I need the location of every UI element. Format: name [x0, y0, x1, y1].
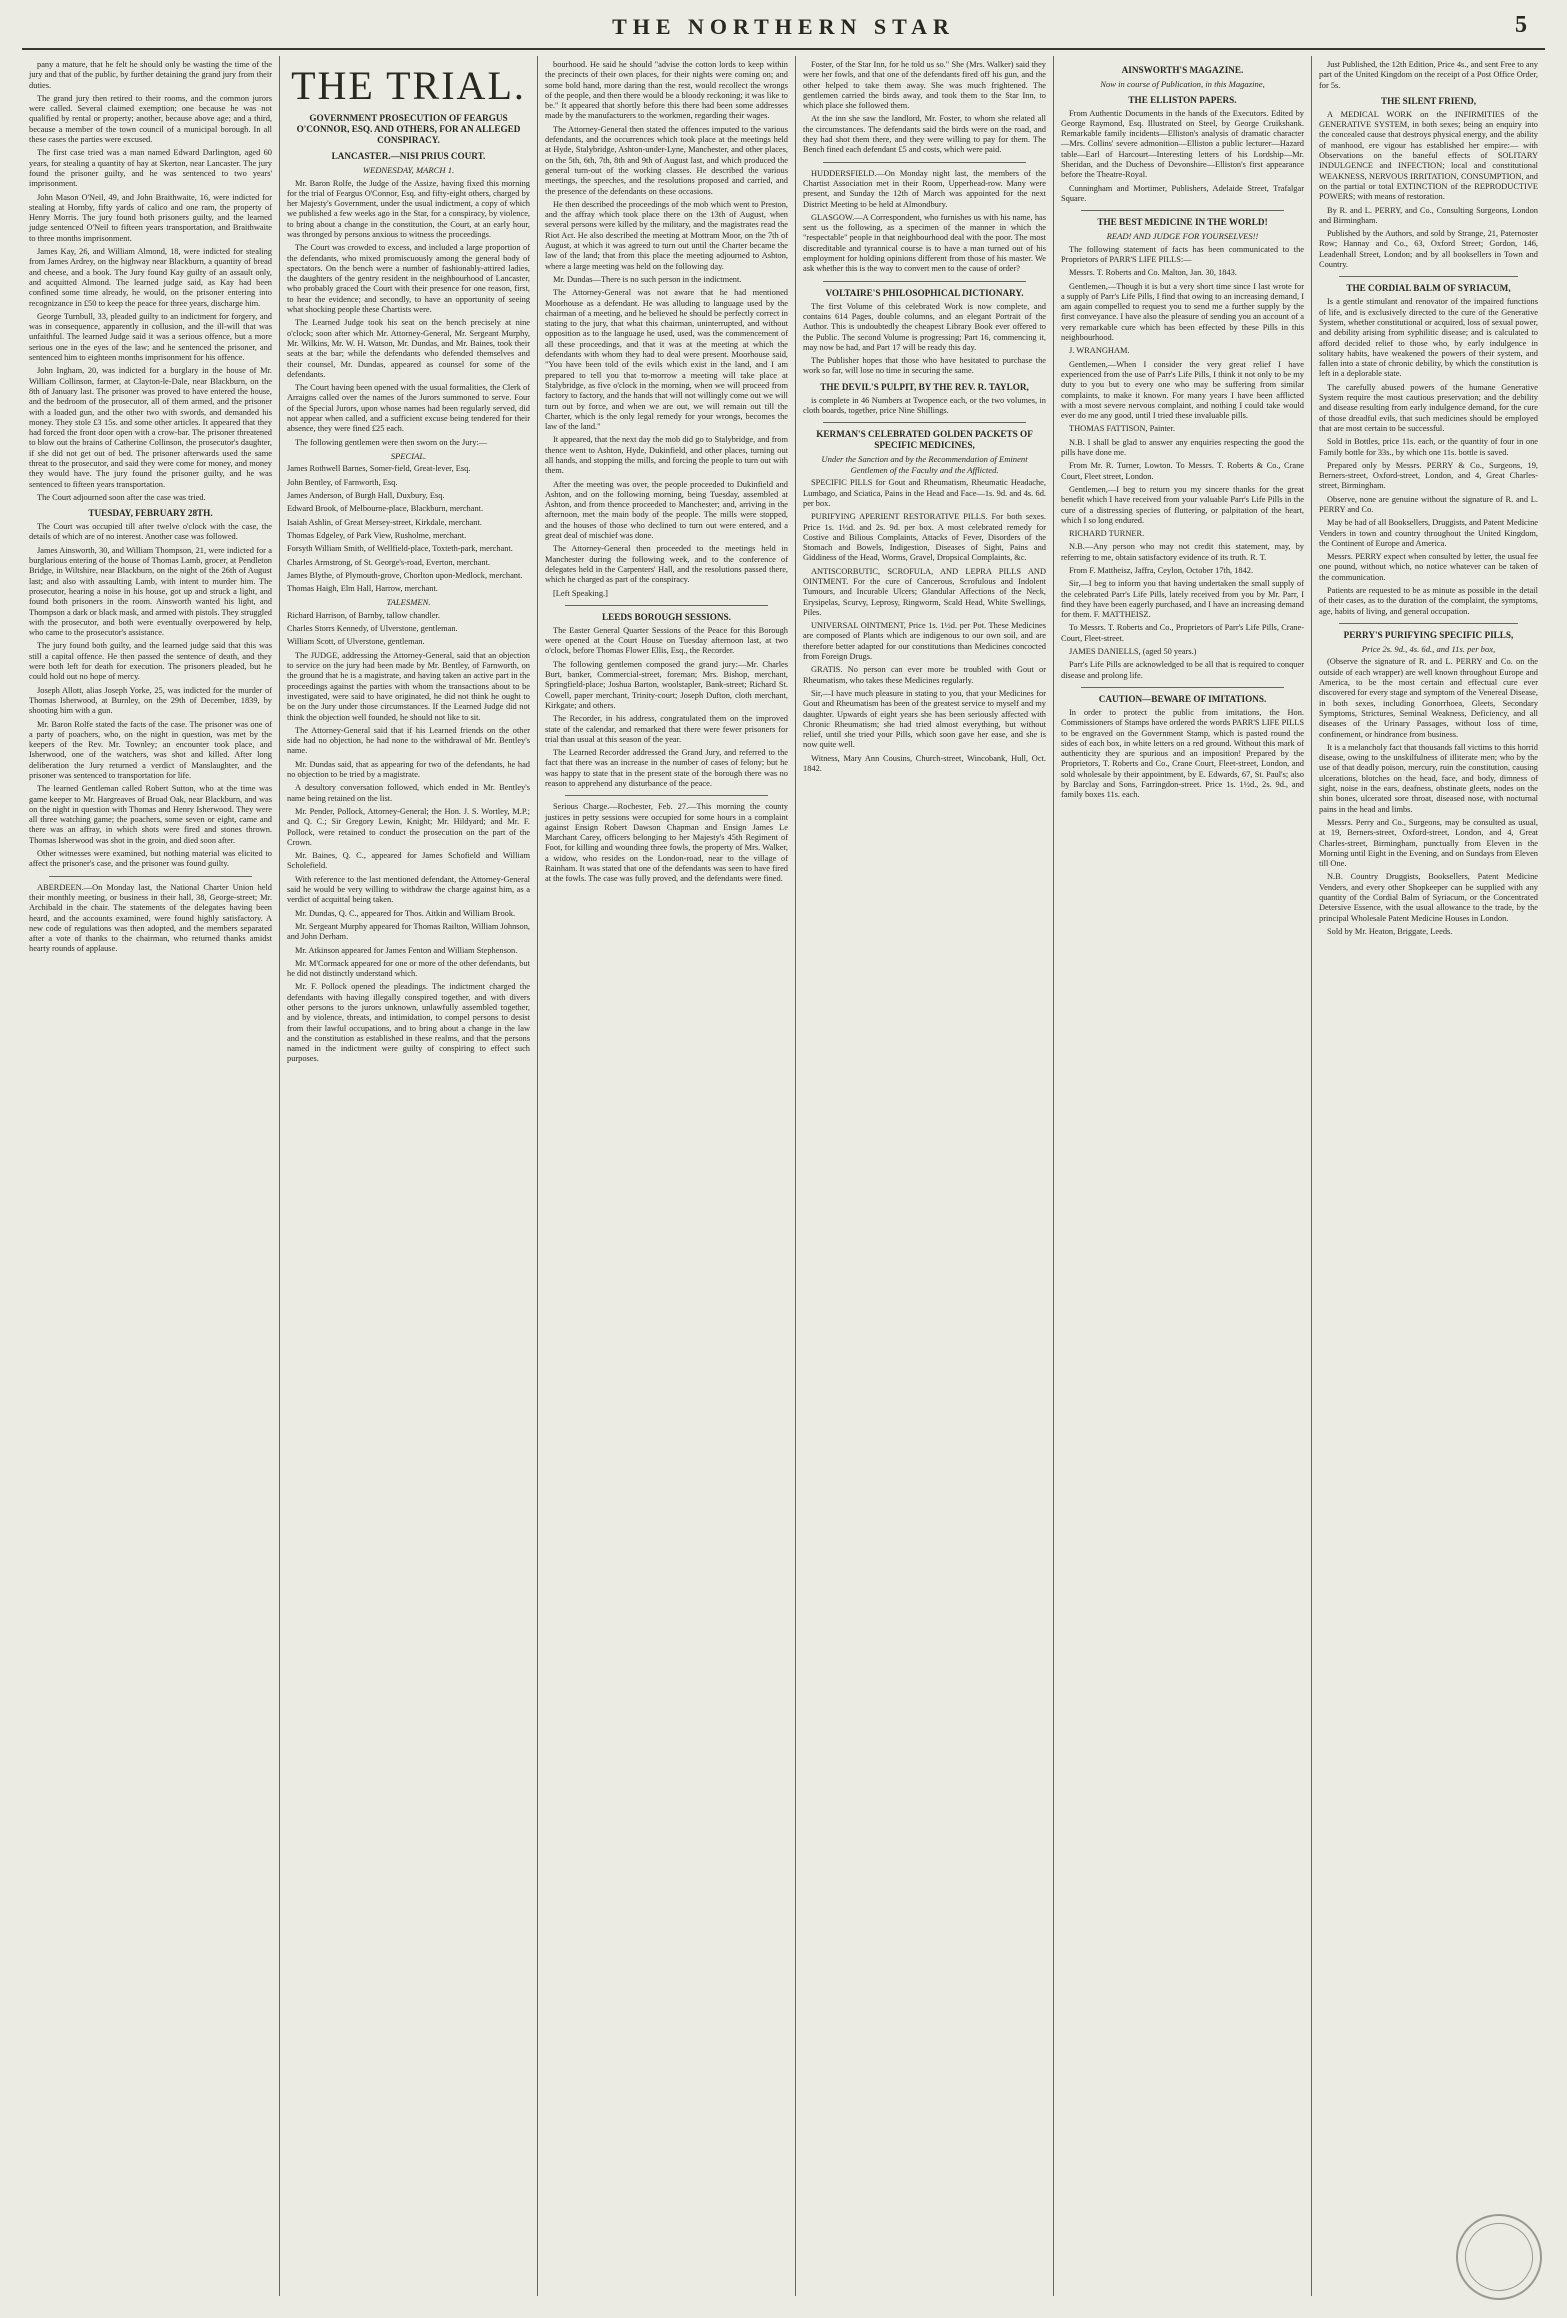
masthead: [0, 0, 1567, 60]
article-paragraph: The first case tried was a man named Edward Darlington, aged 60 years, for stealing a quantity of hay at Skerton, near Lancaster. The jury found the prisoner guilty, and he was sentenced to two years' imprisonment.: [29, 148, 272, 189]
article-paragraph: The Attorney-General was not aware that he had mentioned Moorhouse as a defendant. He was alluding to language used by the chairman of a meeting, and he believed he should be perfectly correct in stating to the jury, that what this chairman, uninterrupted, and without opposition as to the language he used, used, was the commencement of all these proceedings, and that it was at the meeting at which the defendants with whom they had to deal were present. Moorhouse said, "You have been told of the evils which exist in the land, and I am prepared to tell you that to-morrow a meeting will take place at Stalybridge, as five o'clock in the morning, when we will proceed from factory to factory, and the hands that will not willingly come out we will turn out by force, and when we are out, we will remain out till the Charter, which is the only legal remedy for your wrongs, becomes the law of the land.": [545, 288, 788, 432]
article-paragraph: The following gentlemen were then sworn on the Jury:—: [295, 437, 488, 447]
column-2: [280, 56, 538, 2296]
advert-paragraph: Sold in Bottles, price 11s. each, or the quantity of four in one Family bottle for 33s., by which one 11s. bottle is saved.: [1319, 437, 1538, 457]
advert-paragraph: From Authentic Documents in the hands of the Executors. Edited by George Raymond, Esq. Illustrated on Steel, by George Cruikshank. Remarkable family incidents—Elliston's analysis of dramatic character—Mrs. Collins' severe admonition—Elliston a public lecturer—Hazard table—Earl of Harcourt—Interesting letters of his Lordship—Mr. Sheridan, and the Duchess of Devonshire—Elliston's first appearance before the Theatre-Royal.: [1061, 108, 1304, 180]
advert-heading: VOLTAIRE'S PHILOSOPHICAL DICTIONARY.: [825, 287, 1024, 298]
advert-paragraph: RICHARD TURNER.: [1069, 529, 1145, 539]
jury-label: SPECIAL.: [390, 450, 427, 461]
section-heading: TUESDAY, FEBRUARY 28TH.: [88, 508, 213, 519]
column-rule: [823, 162, 1026, 163]
page-number: 5: [1515, 12, 1527, 38]
article-paragraph: bourhood. He said he should "advise the cotton lords to keep within the precincts of their own places, for their nights were coming on; and some bold hand, more daring than the rest, would recollect the wrongs of the people, and then there would be a bloody reckoning; it was like to be." It appeared that shortly before this there had been some addresses made by the manufacturers to the workmen, regarding their wages.: [545, 60, 788, 121]
talesmen-list: [287, 611, 530, 648]
juror: Isaiah Ashlin, of Great Mersey-street, Kirkdale, merchant.: [287, 517, 482, 527]
advert-subheading: Now in course of Publication, in this Magazine,: [1100, 79, 1265, 89]
advert-paragraph: Patients are requested to be as minute as possible in the detail of their cases, as to the duration of the complaint, the symptoms, age, habits of living, and general occupation.: [1319, 586, 1538, 616]
article-paragraph: Mr. Atkinson appeared for James Fenton and William Stephenson.: [295, 945, 518, 955]
advert-paragraph: Sir,—I beg to inform you that having undertaken the small supply of the celebrated Parr's Life Pills, lately received from you by Mr. Parr, I find they have been eagerly purchased, and I have an increasing demand for them. F. MATTHEISZ.: [1061, 579, 1304, 620]
advert-paragraph: May be had of all Booksellers, Druggists, and Patent Medicine Venders in town and country throughout the United Kingdom, the Continent of Europe and America.: [1319, 518, 1538, 548]
article-paragraph: The jury found both guilty, and the learned judge said that this was still a capital offence. He then passed the sentence of death, and they were both left for death for execution. The prisoners pleaded, but he could hold out no hope of mercy.: [29, 641, 272, 682]
advert-paragraph: Published by the Authors, and sold by Strange, 21, Paternoster Row; Hannay and Co., 63, Oxford Street; Gordon, 146, Leadenhall Street, London; and by all booksellers in Town and Country.: [1319, 229, 1538, 270]
column-rule: [1339, 276, 1518, 277]
newspaper-title: THE NORTHERN STAR: [612, 14, 955, 39]
article-paragraph: Mr. Baron Rolfe, the Judge of the Assize, having fixed this morning for the trial of Feargus O'Connor, Esq. and fifty-eight others, charged by her Majesty's Government, under the usual indictment, a copy of which we published a few weeks ago in the Star, for a conspiracy, by violence, to bring about a change in the constitution, the Court, at an early hour, was thronged by persons anxious to witness the proceedings.: [287, 178, 530, 239]
article-paragraph: At the inn she saw the landlord, Mr. Foster, to whom she related all the circumstances. The defendants said the birds were on the road, and they had shot them there, and they were willing to pay for them. The Bench fined each defendant £5 and costs, which were paid.: [803, 114, 1046, 155]
article-paragraph: Foster, of the Star Inn, for he told us so." She (Mrs. Walker) said they were her fowls, and that one of the defendants fired off his gun, and the other helped to take them away. She was much frightened. The gentlemen carried the birds away, and took them to the Star Inn, to which place she followed them.: [803, 60, 1046, 111]
juror: James Anderson, of Burgh Hall, Duxbury, Esq.: [287, 491, 445, 501]
talesman: William Scott, of Ulverstone, gentleman.: [287, 637, 425, 647]
advert-paragraph: Just Published, the 12th Edition, Price 4s., and sent Free to any part of the United Kingdom on the receipt of a Post Office Order, for 5s.: [1319, 60, 1538, 90]
juror: John Bentley, of Farnworth, Esq.: [287, 477, 398, 487]
newspaper-columns: [22, 56, 1545, 2296]
column-rule: [1339, 623, 1518, 624]
advert-paragraph: Gentlemen,—Though it is but a very short time since I last wrote for a supply of Parr's Life Pills, I find that owing to an increasing demand, I am again compelled to request you to send me a further supply by the first conveyance. I have also the pleasure of sending you an account of a very remarkable cure which has been effected by these Pills in this neighbourhood.: [1061, 281, 1304, 343]
section-heading: LEEDS BOROUGH SESSIONS.: [602, 611, 731, 622]
article-paragraph: A desultory conversation followed, which ended in Mr. Bentley's name being retained on the list.: [287, 783, 530, 803]
advert-paragraph: Messrs. Perry and Co., Surgeons, may be consulted as usual, at 19, Berners-street, Oxford-street, London, and 4, Great Charles-street, Birmingham, punctually from Eleven in the Morning until Eight in the Evening, and on Sundays from Eleven till One.: [1319, 817, 1538, 869]
column-rule: [565, 795, 768, 796]
advert-paragraph: The Publisher hopes that those who have hesitated to purchase the work so far, will lose no time in securing the same.: [803, 356, 1046, 376]
advert-paragraph: PURIFYING APERIENT RESTORATIVE PILLS. For both sexes. Price 1s. 1½d. and 2s. 9d. per box. A most celebrated remedy for Costive and Bilious Complaints, Attacks of Fever, Disorders of the Stomach and Bowels, Indigestion, Diseases of Sight, Pains and Giddiness of the Head, Worms, Gravel, Dropsical Complaints, &c.: [803, 512, 1046, 563]
article-paragraph: The Learned Recorder addressed the Grand Jury, and referred to the fact that there was an increase in the number of cases of felony; but he was happy to state that in the present state of the borough there was no reason to apprehend any disturbance of the peace.: [545, 748, 788, 788]
article-paragraph: Mr. Dundas, Q. C., appeared for Thos. Aitkin and William Brook.: [295, 908, 516, 918]
juror: Edward Brook, of Melbourne-place, Blackburn, merchant.: [287, 504, 484, 514]
advert-paragraph: Prepared only by Messrs. PERRY & Co., Surgeons, 19, Berners-street, Oxford-street, London, and 4, Great Charles-street, Birmingham.: [1319, 460, 1538, 491]
juror: James Rothwell Barnes, Somer-field, Great-lever, Esq.: [287, 464, 471, 474]
article-headline: THE TRIAL.: [291, 63, 526, 108]
advert-paragraph: From Mr. R. Turner, Lowton. To Messrs. T. Roberts & Co., Crane Court, Fleet street, London.: [1061, 461, 1304, 481]
advert-paragraph: From F. Mattheisz, Jaffra, Ceylon, October 17th, 1842.: [1069, 565, 1254, 575]
talesmen-label: TALESMEN.: [386, 597, 431, 608]
article-paragraph: Mr. F. Pollock opened the pleadings. The indictment charged the defendants with having illegally conspired together, and with divers other persons to the jurors unknown, unlawfully assembled together, and by violence, threats, and intimidation, to compel persons to desist from their lawful occupations, and to bring about a change in the law and the constitution as established in these realms, and that the persons named in the indictment were guilty of conspiring to effect such purposes.: [287, 982, 530, 1064]
article-paragraph: After the meeting was over, the people proceeded to Dukinfield and Ashton, and on the following morning, being Tuesday, assembled at Ashton, and from thence proceeded to Manchester; and, arriving in the afternoon, met the main body of the people. The mills were stopped, and the houses of those who declined to turn out were entered, and a great deal of mischief was done.: [545, 479, 788, 541]
advert-heading: CAUTION—BEWARE OF IMITATIONS.: [1098, 693, 1267, 704]
article-paragraph: [Left Speaking.]: [553, 588, 608, 598]
article-paragraph: Mr. Dundas said, that as appearing for two of the defendants, he had no objection to be tried by a magistrate.: [287, 759, 530, 780]
talesman: Charles Storrs Kennedy, of Ulverstone, gentleman.: [287, 624, 458, 634]
advert-paragraph: Is a gentle stimulant and renovator of the impaired functions of life, and is exclusively directed to the cure of the Generative System, whether constitutional or acquired, loss of sexual power, and debility arising from syphilitic disease; and is calculated to afford decided relief to those who, by early indulgence in solitary habits, have weakened the powers of their system, and fallen into a state of chronic debility, by which the constitution is left in a deplorable state.: [1319, 297, 1538, 379]
article-paragraph: The Court having been opened with the usual formalities, the Clerk of Arraigns called over the names of the Jurors summoned to serve. Four of the Special Jurors, upon whose names had been regularly served, did not appear when called, and a sufficient excuse being tendered for their absence, they were fined £25 each.: [287, 383, 530, 434]
advert-paragraph: N.B. I shall be glad to answer any enquiries respecting the good the pills have done me.: [1061, 437, 1304, 458]
article-paragraph: GLASGOW.—A Correspondent, who furnishes us with his name, has sent us the following, as a specimen of the manner in which the "respectable" people in that neighbourhood deal with the poor. The most discreditable and tyrannical course is to have a man turned out of his employment for holding opinions different from those of his master. We ask whether this is the way to convert men to the cause of order?: [803, 212, 1046, 274]
advert-heading: THE SILENT FRIEND,: [1380, 95, 1477, 106]
advert-paragraph: In order to protect the public from imitations, the Hon. Commissioners of Stamps have ordered the words PARR'S LIFE PILLS to be engraved on the Government Stamp, which is pasted round the sides of each box, in white letters on a red ground. Without this mark of authenticity they are spurious and an imposition! Prepared by the Proprietors, T. Roberts and Co., Crane Court, Fleet-street, London, and sold wholesale by their appointment, by E. Edwards, 67, St. Paul's; also by Barclay and Sons, Farringdon-street. Price 1s. 1½d., 2s. 9d., and family boxes 11s. each.: [1061, 707, 1304, 800]
article-paragraph: The Easter General Quarter Sessions of the Peace for this Borough were opened at the Court House on Tuesday afternoon last, at two o'clock, before Thomas Flower Ellis, Esq., the Recorder.: [545, 625, 788, 656]
article-paragraph: Mr. Dundas—There is no such person in the indictment.: [553, 274, 742, 284]
juror: James Blythe, of Plymouth-grove, Chorlton upon-Medlock, merchant.: [287, 570, 523, 580]
article-day: WEDNESDAY, MARCH 1.: [362, 165, 455, 175]
article-paragraph: Mr. M'Cormack appeared for one or more of the other defendants, but he did not distinctly understand which.: [287, 958, 530, 979]
juror: Thomas Edgeley, of Park View, Rusholme, merchant.: [287, 530, 467, 540]
article-paragraph: The JUDGE, addressing the Attorney-General, said that an objection to service on the jury had been made by Mr. Bentley, of Farnworth, on the ground that he is a magistrate, and having taken an active part in the proceedings against the parties with whom the transactions about to be investigated, were said to have originated, he did not think he ought to be on the Jury under those circumstances. If the Learned Judge did not think the objection well founded, he should not like to sit.: [287, 650, 530, 722]
column-4: [796, 56, 1054, 2296]
advert-paragraph: Cunningham and Mortimer, Publishers, Adelaide Street, Trafalgar Square.: [1061, 183, 1304, 203]
article-paragraph: Other witnesses were examined, but nothing material was elicited to affect the prisoner's case, and the prisoner was found guilty.: [29, 849, 272, 869]
juror: Thomas Haigh, Elm Hall, Harrow, merchant.: [287, 584, 438, 594]
article-paragraph: Mr. Pender, Pollock, Attorney-General; the Hon. J. S. Wortley, M.P.; and Q. C.; Sir Gregory Lewin, Knight; Mr. Hildyard; and Mr. F. Pollock, were retained to conduct the prosecution on the part of the Crown.: [287, 806, 530, 847]
advert-paragraph: It is a melancholy fact that thousands fall victims to this horrid disease, owing to the unskilfulness of illiterate men; who by the use of that deadly poison, mercury, ruin the constitution, causing ulcerations, blotches on the head, face, and body, dimness of sight, noise in the ears, deafness, obstinate gleets, nodes on the shin bones, ulcerated sore throat, diseased nose, with nocturnal pains in the head and limbs.: [1319, 742, 1538, 814]
advert-heading: THE ELLISTON PAPERS.: [1128, 94, 1237, 105]
juror: Forsyth William Smith, of Wellfield-place, Toxteth-park, merchant.: [287, 544, 513, 554]
article-dateline: LANCASTER.—NISI PRIUS COURT.: [331, 151, 486, 161]
advert-paragraph: is complete in 46 Numbers at Twopence each, or the two volumes, in cloth boards, together, price Nine Shillings.: [803, 395, 1046, 416]
article-paragraph: George Turnbull, 33, pleaded guilty to an indictment for forgery, and was in consequence, apparently in collusion, and the ill-will that was unfaithful. The learned Judge said it was a serious offence, but a more serious one in the eyes of the law; and he sentenced the prisoner, and sentenced him to eighteen months imprisonment for his offence.: [29, 311, 272, 363]
advert-paragraph: Messrs. PERRY expect when consulted by letter, the usual fee one pound, without which, no notice whatever can be taken of the communication.: [1319, 552, 1538, 582]
advert-paragraph: Messrs. T. Roberts and Co. Malton, Jan. 30, 1843.: [1069, 268, 1237, 278]
juror: Charles Armstrong, of St. George's-road, Everton, merchant.: [287, 557, 491, 567]
advert-heading: AINSWORTH'S MAGAZINE.: [1121, 65, 1244, 75]
article-paragraph: Serious Charge.—Rochester, Feb. 27.—This morning the county justices in petty sessions were occupied for some hours in a complaint against Ensign Robert Dawson Chapman and Ensign James Le Marchant Carey, officers belonging to her Majesty's 45th Regiment of Foot, for killing and wounding three fowls, the property of Mrs. Walker, a widow, who resides on the London-road, near to the village of Rainham. It was stated that one of the defendants was seen to have fired at the fowls. The case was fully proved, and the defendants were fined.: [545, 802, 788, 884]
article-paragraph: The grand jury then retired to their rooms, and the common jurors were called. Several claimed exemption; one because he was not qualified by rental or property; another, because above age; and a third, because a member of the town council of a municipal borough. In all these cases the parties were excused.: [29, 93, 272, 145]
testimonial: Sir,—I have much pleasure in stating to you, that your Medicines for Gout and Rheumatism has been of the greatest service to myself and my daughter. Upwards of eight years she has been seriously affected with Chronic Rheumatism; she had tried almost everything, but without relief, until she tried your Pills, which soon gave her ease, and she is now quite well.: [803, 688, 1046, 750]
advert-paragraph: N.B. Country Druggists, Booksellers, Patent Medicine Venders, and every other Shopkeeper can be supplied with any quantity of the Cordial Balm of Syriacum, or the Concentrated Detersive Essence, with the usual allowance to the trade, by the principal Wholesale Patent Medicine Houses in London.: [1319, 872, 1538, 923]
advert-paragraph: The first Volume of this celebrated Work is now complete, and contains 614 Pages, double columns, and an elegant Portrait of the Author. This is undoubtedly the cheapest Library Book ever offered to the Public. The second Volume is progressing; Part 16, commencing it, may now be had, and Part 17 will be ready this day.: [803, 301, 1046, 352]
article-paragraph: The Court adjourned soon after the case was tried.: [37, 492, 206, 502]
talesman: Richard Harrison, of Barnby, tallow chandler.: [287, 610, 440, 620]
jury-list: [287, 464, 530, 594]
advert-paragraph: By R. and L. PERRY, and Co., Consulting Surgeons, London and Birmingham.: [1319, 205, 1538, 225]
column-rule: [1081, 687, 1284, 688]
article-paragraph: It appeared, that the next day the mob did go to Stalybridge, and from thence went to Ashton, Hyde, Dukinfield, and other places, turning out all hands, and stopping the mills, and forcing the people to turn out with them.: [545, 435, 788, 476]
article-paragraph: Mr. Sergeant Murphy appeared for Thomas Railton, William Johnson, and John Derham.: [287, 921, 530, 942]
article-paragraph: ABERDEEN.—On Monday last, the National Charter Union held their monthly meeting, or business in their hall, 38, George-street; Mr. Archibald in the chair. The statements of the delegates having been heard, and the accounts examined, were found highly satisfactory. A new code of regulations was then adopted, and the members separated after a vote of thanks to the chairman, who returned thanks amidst hearty rounds of applause.: [29, 882, 272, 954]
article-paragraph: The learned Gentleman called Robert Sutton, who at the time was game keeper to Mr. Hargreaves of Broad Oak, near Blackburn, and was on the night in question with Thomas and Henry Isherwood. They were all three watching game; the poachers, some seven or eight, came and there was an affray, in which shots were fired and stones thrown. Thomas Isherwood was shot in the groin, and died soon after.: [29, 784, 272, 845]
column-rule: [823, 281, 1026, 282]
article-paragraph: John Mason O'Neil, 49, and John Braithwaite, 16, were indicted for stealing at Hornby, fifty yards of calico and one ram, the property of Henry Morris. The jury found both prisoners guilty, and the learned judge sentenced O'Neil to fifteen years transportation, and Braithwaite to three months imprisonment.: [29, 192, 272, 243]
article-paragraph: The following gentlemen composed the grand jury:—Mr. Charles Burt, banker, Commercial-street, foreman; Mrs. Bishop, merchant, Springfield-place; Joshua Barton, woolstapler, Bank-street; Richard St. Cowell, paper merchant, Trinity-court; Joseph Dufton, cloth merchant, Kirkgate; and others.: [545, 659, 788, 710]
advert-heading: PERRY'S PURIFYING SPECIFIC PILLS,: [1343, 629, 1514, 640]
advert-paragraph: THOMAS FATTISON, Painter.: [1069, 424, 1175, 434]
advert-price: Price 2s. 9d., 4s. 6d., and 11s. per box,: [1361, 643, 1496, 654]
article-paragraph: John Ingham, 20, was indicted for a burglary in the house of Mr. William Collinson, farmer, at Clayton-le-Dale, near Blackburn, on the 8th of January last. The prisoner was proved to have entered the house, and the bedroom of the prosecutor, all of them armed, and the prisoner with a loaded gun, and the other two with swords, and demanded his money. They stole £3 15s. and some other articles. It appeared that they had forced the front door open with a crow-bar. The prisoner threatened to blow out the brains of Catherine Collinson, the prosecutor's daughter, if she did not get out of bed. The prisoner afterwards used the same threat to the prosecutor, and said they were come for money, and money they would have. The jury found the prisoner guilty, and he was sentenced to fifteen years transportation.: [29, 366, 272, 489]
article-paragraph: The Recorder, in his address, congratulated them on the improved state of the calendar, and remarked that there were fewer prisoners for trial than usual at this season of the year.: [545, 714, 788, 744]
article-paragraph: Joseph Allott, alias Joseph Yorke, 25, was indicted for the murder of Thomas Isherwood, at Burnley, on the 29th of December, 1839, by shooting him with a gun.: [29, 685, 272, 716]
advert-paragraph: Sold by Mr. Heaton, Briggate, Leeds.: [1327, 926, 1453, 936]
article-paragraph: With reference to the last mentioned defendant, the Attorney-General said he would be very willing to withdraw the charge against him, as a verdict of acquittal being taken.: [287, 874, 530, 905]
article-paragraph: The Attorney-General then stated the offences imputed to the various defendants, and the occurrences which took place at the meetings held at Hyde, Stalybridge, Ashton-under-Lyne, Manchester, and other places, on the 5th, 6th, 7th, 8th and 9th of August last, and which produced the general turn-out of the working classes. He described the various meetings, the speeches, and the resolutions proposed and carried, and the presence of the defendants on these occasions.: [545, 124, 788, 196]
article-paragraph: The Court was occupied till after twelve o'clock with the case, the details of which are of no interest. Another case was followed.: [29, 522, 272, 542]
article-paragraph: James Kay, 26, and William Almond, 18, were indicted for stealing from James Ardrey, on the highway near Blackburn, a quantity of bread and cheese, and a book. The Jury found Kay guilty of an assault only, and acquitted Almond. The learned judge said, as Kay had been confined some time already, he would, on the prisoner entering into recognizance in £50 to keep the peace for three years, discharge him.: [29, 247, 272, 308]
advert-paragraph: GRATIS. No person can ever more be troubled with Gout or Rheumatism, who takes these Medicines regularly.: [803, 665, 1046, 685]
article-paragraph: He then described the proceedings of the mob which went to Preston, and the affray which took place there on the 13th of August, when several persons were killed by the military, and the magistrates read the Riot Act. He also described the meeting at Mottram Moor, on the 7th of August, at which it was agreed to turn out until the Charter became the law of the land; that from this place the meeting adjourned to Ashton, where a large meeting was held on the following day.: [545, 199, 788, 271]
testimonial: Witness, Mary Ann Cousins, Church-street, Wincobank, Hull, Oct. 1842.: [803, 753, 1046, 774]
column-rule: [565, 605, 768, 606]
advert-paragraph: The carefully abused powers of the humane Generative System require the most cautious preservation; and the debility and disease resulting from early indulgence demand, for the cure of those dreadful evils, that such medicines should be employed that are most certain to be successful.: [1319, 382, 1538, 433]
column-rule: [49, 876, 252, 877]
advert-heading: THE BEST MEDICINE IN THE WORLD!: [1097, 217, 1268, 228]
column-3: [538, 56, 796, 2296]
advert-heading: THE CORDIAL BALM OF SYRIACUM,: [1346, 283, 1511, 294]
masthead-rule: [22, 48, 1545, 50]
advert-paragraph: To Messrs. T. Roberts and Co., Proprietors of Parr's Life Pills, Crane-Court, Fleet-street.: [1061, 623, 1304, 643]
advert-paragraph: Gentlemen,—I beg to return you my sincere thanks for the great benefit which I have received from your valuable Parr's Life Pills in the cure of a distressing species of fluttering, or palpitation of the heart, which I so long endured.: [1061, 484, 1304, 525]
article-paragraph: The Court was crowded to excess, and included a large proportion of the defendants, who mixed promiscuously among the general body of spectators. On the bench were a number of fashionably-attired ladies, the daughters of the gentry resident in the neighbourhood of Lancaster, who probably graced the Court with their presence for one reason, first, to hear the evidence; and secondly, to have an opportunity of seeing what shocking people these Chartists were.: [287, 243, 530, 315]
advert-paragraph: ANTISCORBUTIC, SCROFULA, AND LEPRA PILLS AND OINTMENT. For the cure of Cancerous, Scrofulous and Indolent Tumours, and Incurable Ulcers; Glandular Affections of the Neck, Erysipelas, Scurvy, Leprosy, Ringworm, Scald Head, White Swellings, Piles.: [803, 566, 1046, 617]
column-6: [1312, 56, 1545, 2296]
advert-paragraph: UNIVERSAL OINTMENT, Price 1s. 1½d. per Pot. These Medicines are composed of Plants which are indigenous to our own soil, and are therefore better adapted for our constitutions than Medicines concocted from Foreign Drugs.: [803, 621, 1046, 662]
advert-paragraph: JAMES DANIELLS, (aged 50 years.): [1069, 647, 1197, 657]
article-paragraph: HUDDERSFIELD.—On Monday night last, the members of the Chartist Association met in their Room, Upperhead-row. Many were present, and Sunday the 12th of March was appointed for the next District Meeting to be held at Almondbury.: [803, 168, 1046, 209]
article-paragraph: pany a mature, that he felt he should only be wasting the time of the jury and that of the public, by further detaining the grand jury from their duties.: [29, 60, 272, 90]
column-rule: [823, 422, 1026, 423]
article-subheading: GOVERNMENT PROSECUTION OF FEARGUS O'CONNOR, ESQ. AND OTHERS, FOR AN ALLEGED CONSPIRACY.: [296, 113, 521, 145]
advert-subheading: READ! AND JUDGE FOR YOURSELVES!!: [1106, 231, 1259, 242]
advert-paragraph: The following statement of facts has been communicated to the Proprietors of PARR'S LIFE PILLS:—: [1061, 244, 1304, 264]
advert-paragraph: SPECIFIC PILLS for Gout and Rheumatism, Rheumatic Headache, Lumbago, and Sciatica, Pains in the Head and Face—1s. 9d. and 4s. 6d. per box.: [803, 478, 1046, 508]
advert-paragraph: A MEDICAL WORK on the INFIRMITIES of the GENERATIVE SYSTEM, in both sexes; being an enquiry into the concealed cause that destroys physical energy, and the ability of manhood, ere vigour has established her empire:— with Observations on the baneful effects of SOLITARY INDULGENCE and INFECTION; local and constitutional WEAKNESS, NERVOUS IRRITATION, CONSUMPTION, and on the partial or total EXTINCTION of the REPRODUCTIVE POWERS; with means of restoration.: [1319, 109, 1538, 202]
advert-paragraph: Observe, none are genuine without the signature of R. and L. PERRY and Co.: [1319, 494, 1538, 514]
advert-paragraph: (Observe the signature of R. and L. PERRY and Co. on the outside of each wrapper) are well known throughout Europe and America, to be the most certain and effectual cure ever discovered for every stage and symptom of the Venereal Disease, in both sexes, including Gonorrhoea, Gleets, Secondary Symptoms, Strictures, Seminal Weakness, Deficiency, and all diseases of the Urinary Passages, without loss of time, confinement, or hindrance from business.: [1319, 657, 1538, 739]
article-paragraph: The Learned Judge took his seat on the bench precisely at nine o'clock; soon after which Mr. Attorney-General, Mr. Sergeant Murphy, Mr. Wilkins, Mr. W. H. Watson, Mr. Dundas, and Mr. Baines, took their seats at the bar; while the defendants who defended themselves and their counsel, Mr. Dundas, appeared as counsel for some of the defendants.: [287, 318, 530, 379]
column-5: [1054, 56, 1312, 2296]
advert-paragraph: Parr's Life Pills are acknowledged to be all that is required to conquer disease and prolong life.: [1061, 660, 1304, 680]
column-1: [22, 56, 280, 2296]
article-paragraph: James Ainsworth, 30, and William Thompson, 21, were indicted for a burglarious entering of the house of Thomas Lamb, grocer, at Pendleton Bridge, in Wiltshire, near Blackburn, on the night of the 26th of August last; and also with assaulting Lamb, with intent to murder him. The prosecutor, hearing a noise in his house, got up and struck a light, and found both prisoners in the room. Ainsworth wanted his light, and Thompson a dark or black mask, and armed with pistols. They struggled with the prosecutor, and both were eventually overpowered by help, who came to the prosecutor's assistance.: [29, 545, 272, 638]
advert-heading: THE DEVIL'S PULPIT, BY THE REV. R. TAYLOR,: [820, 381, 1029, 392]
article-paragraph: Mr. Baron Rolfe stated the facts of the case. The prisoner was one of a party of poachers, who, on the night in question, was met by the keepers of the Rev. Mr. Townley; an encounter took place, and Isherwood, one of the watchers, was shot and killed. After long deliberation the Jury returned a verdict of Manslaughter, and the prisoner was sentenced to transportation for life.: [29, 719, 272, 780]
advert-heading: KERMAN'S CELEBRATED GOLDEN PACKETS OF SPECIFIC MEDICINES,: [816, 429, 1033, 451]
advert-paragraph: N.B.—Any person who may not credit this statement, may, by referring to me, obtain satisfactory evidence of its truth. R. T.: [1061, 542, 1304, 562]
article-paragraph: The Attorney-General then proceeded to the meetings held in Manchester during the following week, and to the conference of delegates held in the Carpenters' Hall, and the resolutions passed there, which he charged as part of the conspiracy.: [545, 544, 788, 585]
article-paragraph: The Attorney-General said that if his Learned friends on the other side had no objection, he had none to the withdrawal of Mr. Bentley's name.: [287, 725, 530, 756]
article-paragraph: Mr. Baines, Q. C., appeared for James Schofield and William Scholefield.: [287, 851, 530, 871]
column-rule: [1081, 210, 1284, 211]
advert-paragraph: J. WRANGHAM.: [1069, 346, 1130, 356]
advert-subheading: Under the Sanction and by the Recommendation of Eminent Gentlemen of the Faculty and the Afflicted.: [821, 454, 1028, 475]
advert-paragraph: Gentlemen,—When I consider the very great relief I have experienced from the use of Parr's Life Pills, I think it not only to be my duty to you but to every one who may be suffering from similar complaints, to make it known. For many years I have been afflicted with a most severe nervous complaint, and nothing I could take would ever do me any good, until I tried these invaluable pills.: [1061, 359, 1304, 421]
